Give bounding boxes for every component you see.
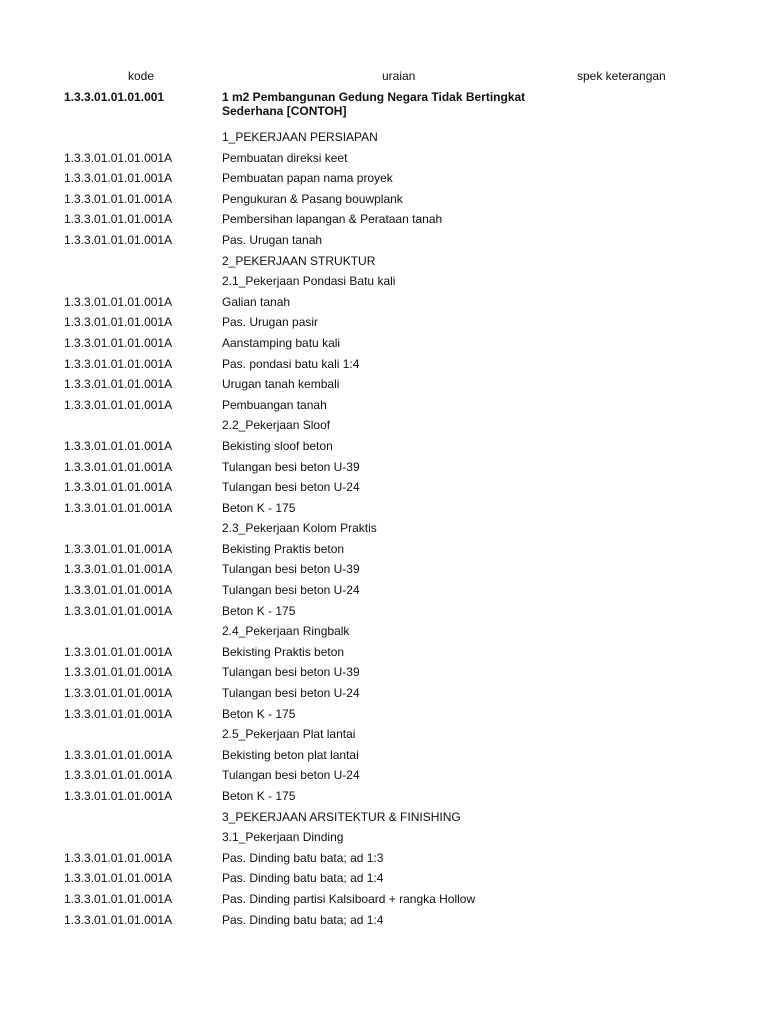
item-list — [0, 127, 768, 930]
table-row — [0, 312, 768, 333]
row-description: Urugan tanah kembali — [222, 377, 340, 392]
table-row — [0, 580, 768, 601]
title-description: 1 m2 Pembangunan Gedung Negara Tidak Bertingkat Sederhana [CONTOH] — [222, 90, 526, 118]
row-description: Bekisting Praktis beton — [222, 541, 345, 556]
table-row — [0, 230, 768, 251]
row-description: Pengukuran & Pasang bouwplank — [222, 191, 403, 206]
section-heading: 2_PEKERJAAN STRUKTUR — [222, 253, 376, 268]
row-description: Aanstamping batu kali — [222, 335, 341, 350]
row-code: 1.3.3.01.01.01.001A — [64, 686, 173, 701]
row-description: Pas. pondasi batu kali 1:4 — [222, 356, 360, 371]
table-row — [0, 148, 768, 169]
row-code: 1.3.3.01.01.01.001A — [64, 212, 173, 227]
row-code: 1.3.3.01.01.01.001A — [64, 335, 173, 350]
table-row — [0, 436, 768, 457]
row-code: 1.3.3.01.01.01.001A — [64, 871, 173, 886]
row-description: Tulangan besi beton U-39 — [222, 665, 360, 680]
table-row — [0, 498, 768, 519]
section-heading: 1_PEKERJAAN PERSIAPAN — [222, 130, 378, 144]
table-row — [0, 704, 768, 725]
table-row — [0, 601, 768, 622]
table-row — [0, 374, 768, 395]
table-row — [0, 539, 768, 560]
section-heading-row — [0, 271, 768, 292]
row-description: Pembuatan papan nama proyek — [222, 171, 393, 186]
table-row — [0, 189, 768, 210]
section-heading-row — [0, 518, 768, 539]
section-heading: 2.3_Pekerjaan Kolom Praktis — [222, 521, 377, 536]
section-heading-row — [0, 807, 768, 828]
row-code: 1.3.3.01.01.01.001A — [64, 397, 173, 412]
section-heading-row — [0, 827, 768, 848]
table-row — [0, 209, 768, 230]
row-description: Pas. Urugan pasir — [222, 315, 319, 330]
row-code: 1.3.3.01.01.01.001A — [64, 541, 173, 556]
row-code: 1.3.3.01.01.01.001A — [64, 912, 173, 927]
row-code: 1.3.3.01.01.01.001A — [64, 603, 173, 618]
row-description: Bekisting Praktis beton — [222, 644, 345, 659]
row-code: 1.3.3.01.01.01.001A — [64, 583, 173, 598]
row-code: 1.3.3.01.01.01.001A — [64, 377, 173, 392]
row-description: Beton K - 175 — [222, 789, 296, 803]
section-heading-row — [0, 127, 768, 148]
row-code: 1.3.3.01.01.01.001A — [64, 480, 173, 495]
row-code: 1.3.3.01.01.01.001A — [64, 891, 173, 906]
table-row — [0, 477, 768, 498]
row-description: Bekisting sloof beton — [222, 438, 333, 453]
table-row — [0, 745, 768, 766]
row-description: Beton K - 175 — [222, 706, 296, 721]
section-heading-row — [0, 724, 768, 745]
column-header-spek-keterangan: spek keterangan — [577, 69, 666, 83]
table-row — [0, 786, 768, 807]
row-code: 1.3.3.01.01.01.001A — [64, 500, 173, 515]
table-row — [0, 559, 768, 580]
row-code: 1.3.3.01.01.01.001A — [64, 315, 173, 330]
table-row — [0, 683, 768, 704]
table-row — [0, 292, 768, 313]
section-heading: 2.5_Pekerjaan Plat lantai — [222, 727, 356, 742]
row-code: 1.3.3.01.01.01.001A — [64, 644, 173, 659]
row-description: Tulangan besi beton U-24 — [222, 768, 360, 783]
title-code: 1.3.3.01.01.01.001 — [64, 90, 165, 104]
row-code: 1.3.3.01.01.01.001A — [64, 850, 173, 865]
row-description: Tulangan besi beton U-24 — [222, 583, 360, 598]
row-code: 1.3.3.01.01.01.001A — [64, 747, 173, 762]
row-description: Beton K - 175 — [222, 603, 296, 618]
section-heading: 2.4_Pekerjaan Ringbalk — [222, 624, 350, 639]
row-description: Pas. Dinding batu bata; ad 1:4 — [222, 871, 384, 886]
column-header-uraian: uraian — [382, 69, 416, 83]
section-heading: 2.1_Pekerjaan Pondasi Batu kali — [222, 274, 396, 289]
row-code: 1.3.3.01.01.01.001A — [64, 294, 173, 309]
row-description: Bekisting beton plat lantai — [222, 747, 359, 762]
table-row — [0, 910, 768, 931]
row-code: 1.3.3.01.01.01.001A — [64, 356, 173, 371]
row-code: 1.3.3.01.01.01.001A — [64, 438, 173, 453]
row-description: Tulangan besi beton U-24 — [222, 480, 360, 495]
table-row — [0, 333, 768, 354]
row-description: Pembersihan lapangan & Perataan tanah — [222, 212, 443, 227]
row-description: Pembuangan tanah — [222, 397, 327, 412]
row-code: 1.3.3.01.01.01.001A — [64, 789, 173, 803]
row-description: Tulangan besi beton U-24 — [222, 686, 360, 701]
table-row — [0, 848, 768, 869]
row-code: 1.3.3.01.01.01.001A — [64, 232, 173, 247]
table-row — [0, 457, 768, 478]
table-row — [0, 642, 768, 663]
section-heading: 2.2_Pekerjaan Sloof — [222, 418, 331, 433]
section-heading-row — [0, 415, 768, 436]
title-row — [0, 90, 768, 124]
row-code: 1.3.3.01.01.01.001A — [64, 768, 173, 783]
section-heading: 3_PEKERJAAN ARSITEKTUR & FINISHING — [222, 809, 461, 824]
row-description: Tulangan besi beton U-39 — [222, 562, 360, 577]
row-description: Pas. Dinding partisi Kalsiboard + rangka Hollow — [222, 891, 476, 906]
column-header-kode: kode — [128, 69, 155, 83]
row-code: 1.3.3.01.01.01.001A — [64, 459, 173, 474]
row-description: Pas. Dinding batu bata; ad 1:3 — [222, 850, 384, 865]
row-description: Beton K - 175 — [222, 500, 296, 515]
row-code: 1.3.3.01.01.01.001A — [64, 665, 173, 680]
table-row — [0, 662, 768, 683]
section-heading-row — [0, 621, 768, 642]
table-row — [0, 168, 768, 189]
table-row — [0, 889, 768, 910]
row-description: Pembuatan direksi keet — [222, 150, 348, 165]
table-row — [0, 354, 768, 375]
table-row — [0, 395, 768, 416]
row-code: 1.3.3.01.01.01.001A — [64, 706, 173, 721]
row-code: 1.3.3.01.01.01.001A — [64, 171, 173, 186]
row-description: Galian tanah — [222, 294, 291, 309]
row-code: 1.3.3.01.01.01.001A — [64, 150, 173, 165]
row-code: 1.3.3.01.01.01.001A — [64, 562, 173, 577]
section-heading: 3.1_Pekerjaan Dinding — [222, 830, 344, 845]
table-row — [0, 868, 768, 889]
row-code: 1.3.3.01.01.01.001A — [64, 191, 173, 206]
table-row — [0, 765, 768, 786]
row-description: Pas. Dinding batu bata; ad 1:4 — [222, 912, 384, 927]
row-description: Tulangan besi beton U-39 — [222, 459, 360, 474]
section-heading-row — [0, 251, 768, 272]
row-description: Pas. Urugan tanah — [222, 232, 323, 247]
